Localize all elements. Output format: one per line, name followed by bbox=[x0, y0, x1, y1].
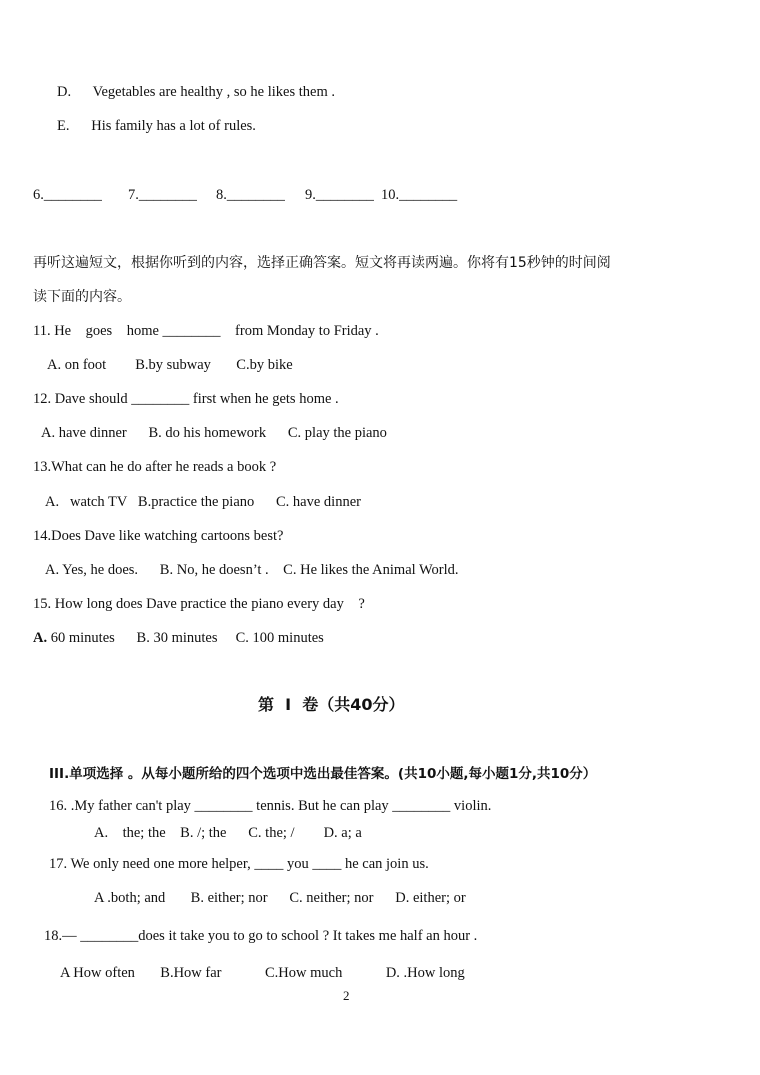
question-11-stem: 11. He goes home ________ from Monday to Friday . bbox=[33, 323, 379, 339]
answer-blank-6: 6.________ bbox=[33, 187, 102, 203]
question-11-options: A. on foot B.by subway C.by bike bbox=[47, 357, 293, 373]
question-16-stem: 16. .My father can't play ________ tennis. But he can play ________ violin. bbox=[49, 798, 492, 814]
option-d: D. Vegetables are healthy , so he likes them . bbox=[57, 84, 335, 100]
question-17-options: A .both; and B. either; nor C. neither; nor D. either; or bbox=[94, 890, 466, 906]
answer-blank-7: 7.________ bbox=[128, 187, 197, 203]
question-14-stem: 14.Does Dave like watching cartoons best? bbox=[33, 528, 284, 544]
option-rest: 60 minutes B. 30 minutes C. 100 minutes bbox=[47, 630, 324, 646]
question-13-options: A. watch TV B.practice the piano C. have dinner bbox=[45, 494, 361, 510]
question-16-options: A. the; the B. /; the C. the; / D. a; a bbox=[94, 825, 362, 841]
option-a-letter: A. bbox=[33, 630, 48, 646]
question-18-stem: 18.— ________does it take you to go to school ? It takes me half an hour . bbox=[44, 928, 478, 944]
question-18-options: A How often B.How far C.How much D. .How long bbox=[60, 965, 465, 981]
option-e: E. His family has a lot of rules. bbox=[57, 118, 256, 134]
answer-blank-9: 9.________ bbox=[305, 187, 374, 203]
page-number: 2 bbox=[343, 988, 350, 1003]
instruction-line-2: 读下面的内容。 bbox=[33, 289, 131, 305]
answer-blank-8: 8.________ bbox=[216, 187, 285, 203]
question-13-stem: 13.What can he do after he reads a book ? bbox=[33, 459, 277, 475]
question-12-stem: 12. Dave should ________ first when he gets home . bbox=[33, 391, 339, 407]
question-12-options: A. have dinner B. do his homework C. play the piano bbox=[41, 425, 387, 441]
question-15-stem: 15. How long does Dave practice the piano every day ? bbox=[33, 596, 365, 612]
question-17-stem: 17. We only need one more helper, ____ you ____ he can join us. bbox=[49, 856, 429, 872]
volume-heading: 第 I 卷（共40分） bbox=[258, 695, 405, 714]
instruction-line-1: 再听这遍短文，根据你听到的内容，选择正确答案。短文将再读两遍。你将有15秒钟的时间阅 bbox=[33, 255, 611, 271]
question-15-options bbox=[33, 629, 324, 647]
question-14-options: A. Yes, he does. B. No, he doesn’t . C. He likes the Animal World. bbox=[45, 562, 459, 578]
answer-blank-10: 10.________ bbox=[381, 187, 458, 203]
section-3-heading: III.单项选择 。从每小题所给的四个选项中选出最佳答案。(共10小题,每小题1分,共10分） bbox=[49, 766, 597, 782]
